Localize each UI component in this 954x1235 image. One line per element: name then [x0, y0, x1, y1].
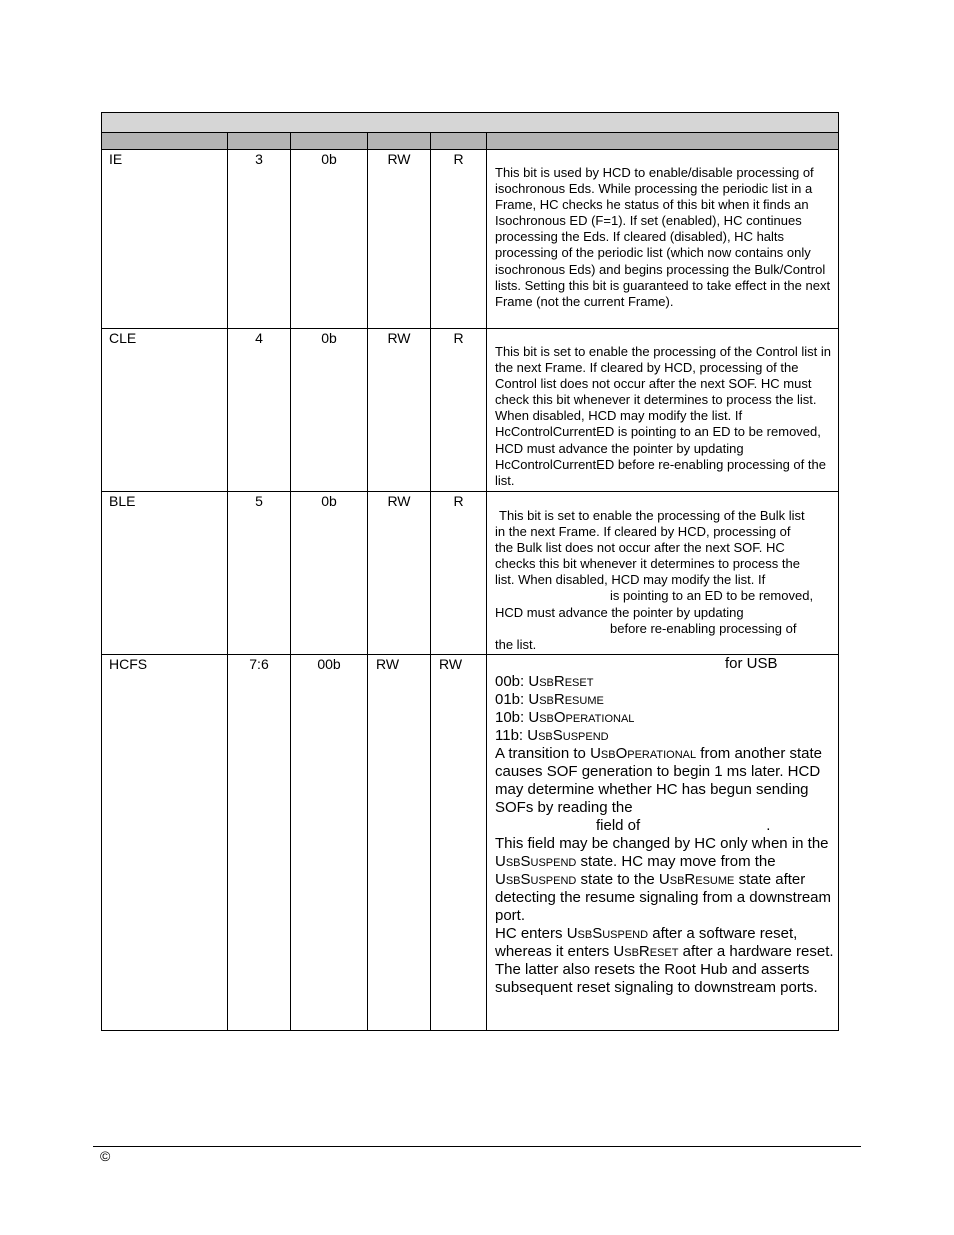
field-description: This bit is used by HCD to enable/disable processing of isochronous Eds. While processing the periodic list in a Frame, HC checks he status of this bit when it finds an Isochronous ED (F=1). If set (enabled), HC continues processing the Eds. If cleared (disabled), HC halts processing of the periodic list (which now contains only isochronous Eds) and begins processing the Bulk/Control lists. Setting this bit is guaranteed to take effect in the next Frame (not the current Frame).	[495, 165, 831, 309]
description-first-line: for USB	[725, 655, 778, 672]
hc-access: R	[431, 150, 487, 329]
state-item	[495, 691, 834, 709]
description-paragraph	[495, 835, 834, 925]
description-line: HCD must advance the pointer by updating	[495, 604, 744, 620]
state-name: UsbOperational	[590, 745, 697, 762]
field-name: HCFS	[102, 655, 228, 1031]
state-item	[495, 709, 834, 727]
hcd-access: RW	[368, 655, 431, 1031]
description-line: before re-enabling processing of	[610, 620, 797, 636]
description-line: the Bulk list does not occur after the next SOF. HC	[495, 540, 785, 556]
field-description-cell	[487, 150, 839, 329]
state-name: UsbSuspend	[495, 871, 577, 888]
header-cell	[228, 133, 291, 150]
header-cell	[487, 133, 839, 150]
hcd-access: RW	[368, 329, 431, 492]
table-header-row	[102, 133, 839, 150]
table-row	[102, 492, 839, 655]
text-run: field of	[596, 817, 641, 834]
text-run: state to the	[580, 871, 655, 888]
state-name: UsbSuspend	[527, 727, 609, 744]
description-paragraph	[495, 745, 834, 835]
text-run: state after detecting the resume signaling from a downstream port.	[495, 871, 832, 924]
field-description	[495, 655, 834, 997]
description-line: checks this bit whenever it determines to process the	[495, 556, 800, 572]
state-name: UsbReset	[528, 673, 594, 690]
table-row	[102, 150, 839, 329]
description-line: the list.	[495, 636, 537, 652]
state-name: UsbResume	[528, 691, 604, 708]
hcd-access: RW	[368, 492, 431, 655]
table-title-row	[102, 113, 839, 133]
field-description-cell	[487, 329, 839, 492]
header-cell	[431, 133, 487, 150]
field-description	[495, 508, 834, 653]
state-code: 11b:	[495, 727, 524, 744]
text-run: HC enters	[495, 925, 563, 942]
text-run: after a software reset, whereas it enters	[495, 925, 798, 960]
bit-position: 5	[228, 492, 291, 655]
text-run: This field may be changed by HC only when in the	[495, 835, 829, 852]
state-code: 10b:	[495, 709, 525, 726]
text-run: state. HC may move from the	[580, 853, 776, 870]
text-run: .	[766, 817, 771, 834]
state-name: UsbResume	[658, 871, 735, 888]
table-row	[102, 655, 839, 1031]
state-name: UsbReset	[613, 943, 679, 960]
table-title-cell	[102, 113, 839, 133]
text-run: from another state causes SOF generation to begin 1 ms later. HCD may determine whether HC has begun sending SOFs by reading the	[495, 745, 823, 816]
state-name: UsbSuspend	[566, 925, 649, 942]
field-name: BLE	[102, 492, 228, 655]
text-run: after a hardware reset. The latter also resets the Root Hub and asserts subsequent reset signaling to downstream ports.	[495, 943, 834, 996]
hc-access: RW	[431, 655, 487, 1031]
state-name: UsbOperational	[528, 709, 635, 726]
bit-position: 4	[228, 329, 291, 492]
reset-value: 0b	[291, 329, 368, 492]
field-description-cell	[487, 492, 839, 655]
bit-position: 3	[228, 150, 291, 329]
reset-value: 0b	[291, 150, 368, 329]
field-description-cell	[487, 655, 839, 1031]
text-run: A transition to	[495, 745, 586, 762]
state-code: 01b:	[495, 691, 525, 708]
hcd-access: RW	[368, 150, 431, 329]
field-name: IE	[102, 150, 228, 329]
header-cell	[291, 133, 368, 150]
bit-position: 7:6	[228, 655, 291, 1031]
state-code: 00b:	[495, 673, 525, 690]
hc-access: R	[431, 329, 487, 492]
hc-access: R	[431, 492, 487, 655]
description-line: list. When disabled, HCD may modify the list. If	[495, 572, 766, 588]
reset-value: 0b	[291, 492, 368, 655]
state-item	[495, 673, 834, 691]
footer-copyright: ©	[100, 1148, 111, 1164]
register-table	[101, 112, 839, 1031]
header-cell	[368, 133, 431, 150]
state-name: UsbSuspend	[495, 853, 577, 870]
description-line: in the next Frame. If cleared by HCD, processing of	[495, 524, 791, 540]
reset-value: 00b	[291, 655, 368, 1031]
footer-divider	[93, 1146, 861, 1147]
field-description: This bit is set to enable the processing of the Control list in the next Frame. If cleared by HCD, processing of the Control list does not occur after the next SOF. HC must check this bit whenever it determines to process the list. When disabled, HCD may modify the list. If HcControlCurrentED is pointing to an ED to be removed, HCD must advance the pointer by updating HcControlCurrentED before re-enabling processing of the list.	[495, 344, 832, 488]
state-item	[495, 727, 834, 745]
description-line: is pointing to an ED to be removed,	[610, 588, 814, 604]
table-row	[102, 329, 839, 492]
description-line: This bit is set to enable the processing of the Bulk list	[499, 508, 805, 523]
header-cell	[102, 133, 228, 150]
description-paragraph	[495, 925, 834, 997]
field-name: CLE	[102, 329, 228, 492]
